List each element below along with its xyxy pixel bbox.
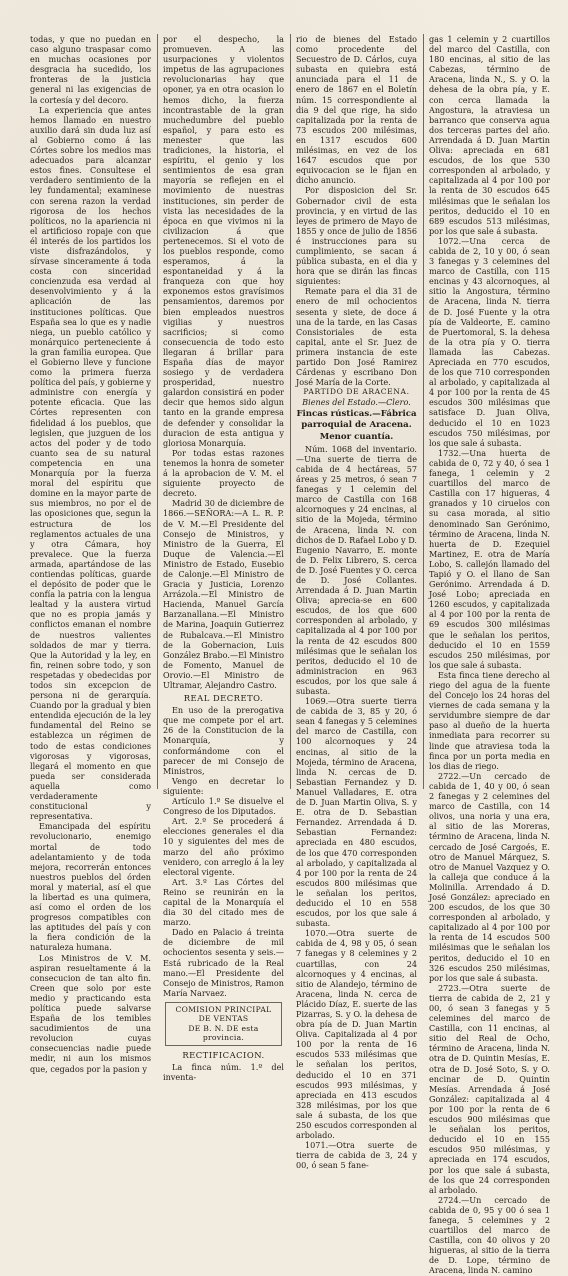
paragraph: rio de bienes del Estado como procedente del Secuestro de D. Cárlos, cuya subasta en quiebra está anunciada para el 11 de enero de 1867 en el Boletín núm. 15 correspondiente al dia 9 del que rige, ha sido capitalizada por la renta de 73 escudos 200 milésimas, en 1317 escudos 600 milésimas, en vez de los 1647 escudos que por equivocacion se le fijan en dicho anuncio.	[296, 34, 417, 186]
paragraph: 1732.—Una huerta de cabida de 0, 72 y 40, ó sea 1 fanega, 1 celemin y 2 cuartillos del marco de Castilla con 17 higueras, 4 granados y 10 ciruelos con su casa morada, al sitio denominado San Gerónimo, término de Aracena, linda N. huerta de D. Ezequiel Martinez, E. otra de María Lobo, S. callejón llamado del Tapió y O. el llano de San Gerónimo. Arrendada á D. José Lobo; apreciada en 1260 escudos, y capitalizada al 4 por 100 por la renta de 69 escudos 300 milésimas que le señalan los peritos, deducido el 10 en 1559 escudos 250 milésimas, por los que sale á subasta.	[429, 447, 550, 670]
columns	[30, 34, 550, 1276]
column-4	[423, 34, 550, 1276]
paragraph: Dado en Palacio á treinta de diciembre de mil ochocientos sesenta y seis.—Está rubricado de la Real mano.—El Presidente del Consejo de Ministros, Ramon María Narvaez.	[163, 927, 284, 998]
paragraph: La finca núm. 1.º del inventa-	[163, 1061, 284, 1082]
section-heading: REAL DECRETO.	[183, 693, 264, 704]
paragraph: Vengo en decretar lo siguiente:	[163, 775, 284, 796]
paragraph: 1071.—Otra suerte de tierra de cabida de 3, 24 y 00, ó sean 5 fane-	[296, 1140, 417, 1171]
paragraph: 2724.—Un cercado de cabida de 0, 95 y 00 ó sea 1 fanega, 5 celemines y 2 cuartillos del marco de Castilla, con 40 olivos y 20 higueras, al sitio de la tierra de D. Lope, término de Aracena, linda N. camino	[429, 1194, 550, 1276]
paragraph: Por disposicion del Sr. Gobernador civil de esta provincia, y en virtud de las leyes de primero de Mayo de 1855 y once de julio de 1856 é instrucciones para su cumplimiento, se sacan á pública subasta, en el dia y hora que se dirán las fincas siguientes:	[296, 185, 417, 287]
paragraph: 2723.—Otra suerte de tierra de cabida de 2, 21 y 00, ó sean 3 fanegas y 5 celemines del marco de Castilla, con 11 encinas, al sitio del Real de Ocho, término de Aracena, linda N. otra de D. Quintin Mesías, E. otra de D. José Soto, S. y O. encinar de D. Quintin Mesías. Arrendada á José González: capitalizada al 4 por 100 por la renta de 6 escudos 900 milésimas que le señalan los peritos, deducido el 10 en 155 escudos 950 milésimas, y apreciada en 174 escudos, por los que sale á subasta, de los que 24 corresponden al arbolado.	[429, 982, 550, 1195]
paragraph: Emancipada del espíritu revolucionario, enemigo mortal de todo adelantamiento y de toda mejora, recorrerán entonces nuestros pueblos del órden moral y material, así el que la libertad es una quimera, así como el orden de los progresos compatibles con las aptitudes del país y con la fiera condición de la naturaleza humana.	[30, 821, 151, 953]
paragraph: Por todas estas razones tenemos la honra de someter á la aprobacion de V. M. el siguiente proyecto de decreto.	[163, 447, 284, 499]
paragraph: Remate para el dia 31 de enero de mil ochocientos sesenta y siete, de doce á una de la tarde, en las Casas Consistoriales de esta capital, ante el Sr. Juez de primera instancia de este partido Don José Ramirez Cárdenas y escribano Don José María de la Corte.	[296, 286, 417, 388]
paragraph: Esta finca tiene derecho al riego del agua de la fuente del Concejo los 24 horas del viernes de cada semana y la servidumbre siempre de dar paso al dueño de la huerta inmediata para recorrer su linde que atraviesa toda la finca por un porta media en los dias de riego.	[429, 669, 550, 771]
paragraph: Art. 3.º Las Córtes del Reino se reunirán en la capital de la Monarquía el dia 30 del citado mes de marzo.	[163, 876, 284, 928]
district-heading: PARTIDO DE ARACENA.	[303, 387, 410, 397]
paragraph: Los Ministros de V. M. aspiran resueltamente á la consecucion de tan alto fin. Creen que solo por este medio y practicando esta política puede salvarse España de los temibles sacudimientos de una revolucion cuyas consecuencias nadie puede medir, ni aun los mismos que, cegados por la pasion y	[30, 952, 151, 1074]
section-heading: RECTIFICACION.	[182, 1049, 265, 1060]
paragraph: por el despecho, la promueven. A las usurpaciones y violentos impetus de las agrupaciones revolucionarias hay que oponer, ya en otra ocasion lo hemos dicho, la fuerza incontrastable de la gran muchedumbre del pueblo español, y para esto es menester que las tradiciones, la historia, el espíritu, el genio y los sentimientos de esa gran mayoría se reflejen en el movimiento de nuestras instituciones, sin perder de vista las necesidades de la época en que vivimos ni la civilizacion á que pertenecemos. Si el voto de los pueblos responde, como esperamos, á la espontaneidad y á la franqueza con que hoy exponemos estos gravísimos pensamientos, daremos por bien empleados nuestros vigilias y nuestros sacrificios; si como consecuencia de todo esto llegaran á brillar para España días de mayor sosiego y de verdadera prosperidad, nuestro galardon consistirá en poder decir que hemos sido algun tanto en la grande empresa de defender y consolidar la duracion de esta antigua y gloriosa Monarquía.	[163, 34, 284, 448]
bold-subheading: Menor cuantía.	[319, 431, 394, 442]
boxed-notice-line: COMISION PRINCIPAL DE VENTAS	[175, 1004, 272, 1024]
paragraph: La experiencia que antes hemos llamado en nuestro auxilio dará sin duda luz así al Gobierno como á las Córtes sobre los medios mas adecuados para alcanzar estos fines. Consultese el verdadero sentimiento de la ley fundamental; examinese con serena razon la verdad rigorosa de los hechos políticos, no la apariencia ni el artificioso ropaje con que él interés de los partidos los viste disfrazándolos, y sírvase sinceramente á toda costa con sinceridad concienzuda esa verdad al desenvolvimiento y á la aplicación de las instituciones políticas. Que España sea lo que es y nadie niega, un pueblo católico y monárquico perteneciente á la gran familia europea. Que el Gobierno lleve y funcione como la primera fuerza política del país, y gobierne y administre con energía y potente eficacia. Que las Córtes representen con fidelidad á los pueblos, que legislen, que juzguen de los actos del poder y de todo cuanto sea de su natural competencia en una Monarquía por la fuerza moral del espíritu que domine en la mayor parte de sus miembros, no por el de las oposiciones que, segun la estructura de los reglamentos actuales de una y otra Cámara, hoy prevalece. Que la fuerza armada, apartándose de las contiendas políticas, guarde el depósito de poder que le confía la patria con la lengua lealtad y la austera virtud que no es propia jamás y conflictos emanan el nombre de nuestros valientes soldados de mar y tierra. Que la Autoridad y la ley, en fin, reinen sobre todo, y son respetadas y obedecidas por todos sin excepcion de persona ni de gerarquía. Cuando por la gradual y bien entendida ejecución de la ley fundamental del Reino se establezca un régimen de todo de estas condiciones vigorosas y vigorosas, llegará el momento en que pueda ser considerada aquella como verdaderamente constitucional y representativa.	[30, 104, 151, 822]
boxed-notice	[165, 1002, 282, 1046]
bold-subheading: Fincas rústicas.—Fábrica parroquial de Aracena.	[296, 409, 417, 430]
paragraph: Artículo 1.º Se disuelve el Congreso de los Diputados.	[163, 796, 284, 817]
paragraph: 1070.—Otra suerte de cabida de 4, 98 y 05, ó sean 7 fanegas y 8 celemines y 2 cuartillas, con 24 alcornoques y 4 encinas, al sitio de Alandejo, término de Aracena, linda N. cerca de Plácido Díaz, E. suerte de las Pizarras, S. y O. la dehesa de obra pía de D. Juan Martin Oliva. Capitalizada al 4 por 100 por la renta de 16 escudos 533 milésimas que le señalan los peritos, deducido el 10 en 371 escudos 993 milésimas, y apreciada en 413 escudos 328 milésimas, por los que sale á subasta, de los que 250 escudos corresponden al arbolado.	[296, 928, 417, 1141]
paragraph: todas, y que no puedan en caso alguno traspasar como en muchas ocasiones por desgracia ha sucedido, los fronteras de la justicia general ni las exigencias de la cortesía y del decoro.	[30, 34, 151, 105]
boxed-notice-line: DE B. N. DE esta provincia.	[188, 1023, 259, 1043]
paragraph: Madrid 30 de diciembre de 1866.—SEÑORA:—A L. R. P. de V. M.—El Presidente del Consejo de Ministros, y Ministro de la Guerra, El Duque de Valencia.—El Ministro de Estado, Eusebio de Calonje.—El Ministro de Gracia y Justicia, Lorenzo Arrázola.—El Ministro de Hacienda, Manuel García Barzanallana.—El Ministro de Marina, Joaquin Gutierrez de Rubalcava.—El Ministro de la Gobernacion, Luis González Brabo.—El Ministro de Fomento, Manuel de Orovio.—El Ministro de Ultramar, Alejandro Castro.	[163, 498, 284, 690]
paragraph: 2722.—Un cercado de cabida de 1, 40 y 00, ó sean 2 fanegas y 2 celemines del marco de Castilla, con 14 olivos, una noria y una era, al sitio de las Moreras, término de Aracena, linda N. cercado de José Cargoés, E. otro de Manuel Márquez, S. otro de Manuel Vazquez y O. la calleja que conduce á la Molinilla. Arrendado á D. José González: apreciado en 200 escudos, de los que 30 corresponden al arbolado, y capitalizado al 4 por 100 por la renta de 14 escudos 500 milésimas que le señalan los peritos, deducido el 10 en 326 escudos 250 milésimas, por los que sale á subasta.	[429, 770, 550, 983]
category-subheading: Bienes del Estado.—Clero.	[302, 397, 411, 408]
column-2	[157, 34, 284, 1082]
paragraph: 1072.—Una cerca de cabida de 2, 10 y 00, ó sean 3 fanegas y 3 celemines del marco de Castilla, con 115 encinas y 43 alcornoques, al sitio la Angostura, término de Aracena, linda N. tierra de D. José Fuente y la otra pía de Valdeorte, E. camino de Puertomoral, S. la dehesa de la otra pía y O. tierra llamada las Cabezas. Apreciada en 770 escudos, de los que 710 corresponden al arbolado, y capitalizada al 4 por 100 por la renta de 45 escudos 300 milésimas que satisface D. Juan Oliva, deducido el 10 en 1023 escudos 750 milésimas, por los que sale á subasta.	[429, 235, 550, 448]
paragraph: En uso de la prerogativa que me compete por el art. 26 de la Constitucion de la Monarquía, y conformándome con el parecer de mi Consejo de Ministros,	[163, 705, 284, 776]
paragraph: 1069.—Otra suerte tierra de cabida de 3, 85 y 20, ó sean 4 fanegas y 5 celemines del marco de Castilla, con 100 alcornoques y 24 encinas, al sitio de la Mojeda, término de Aracena, linda N. cercas de D. Sebastian Fernandez y D. Manuel Valladares, E. otra de D. Juan Martin Oliva, S. y E. otra de D. Sebastian Fernandez. Arrendada á D. Sebastian Fernandez: apreciada en 480 escudos, de los que 470 corresponden al arbolado, y capitalizada al 4 por 100 por la renta de 24 escudos 800 milésimas que le señalan los peritos, deducido el 10 en 558 escudos, por los que sale á subasta.	[296, 696, 417, 929]
paragraph: Núm. 1068 del inventario.—Una suerte de tierra de cabida de 4 hectáreas, 57 áreas y 25 metros, ó sean 7 fanegas y 1 celemin del marco de Castilla con 168 alcornoques y 24 encinas, al sitio de la Mojeda, término de Aracena, linda N. con dichos de D. Rafael Lobo y D. Eugenio Navarro, E. monte de D. Felix Librero, S. cerca de D. José Fuentes y O. cerca de D. José Collantes. Arrendada á D. Juan Martin Oliva; aprecia-se en 600 escudos, de los que 600 corresponden al arbolado, y capitalizada al 4 por 100 por la renta de 42 escudos 800 milésimas que le señalan los peritos, deducido el 10 de administracion en 963 escudos, por los que sale á subasta.	[296, 443, 417, 696]
column-1	[30, 34, 151, 1074]
column-3	[290, 34, 417, 1171]
paragraph: Art. 2.º Se procederá á elecciones generales el dia 10 y siguientes del mes de marzo del año próximo venidero, con arreglo á la ley electoral vigente.	[163, 816, 284, 877]
paragraph: gas 1 celemin y 2 cuartillos del marco del Castilla, con 180 encinas, al sitio de las Cabezas, término de Aracena, linda N., S. y O. la dehesa de la obra pía, y E. con cerca llamada la Angostura, la atraviesa un barranco que conserva agua dos terceras partes del año. Arrendada á D. Juan Martin Oliva: apreciada en 681 escudos, de los que 530 corresponden al arbolado, y capitalizada al 4 por 100 por la renta de 30 escudos 645 milésimas que le señalan los peritos, deducido el 10 en 689 escudos 513 milésimas, por los que sale á subasta.	[429, 34, 550, 236]
